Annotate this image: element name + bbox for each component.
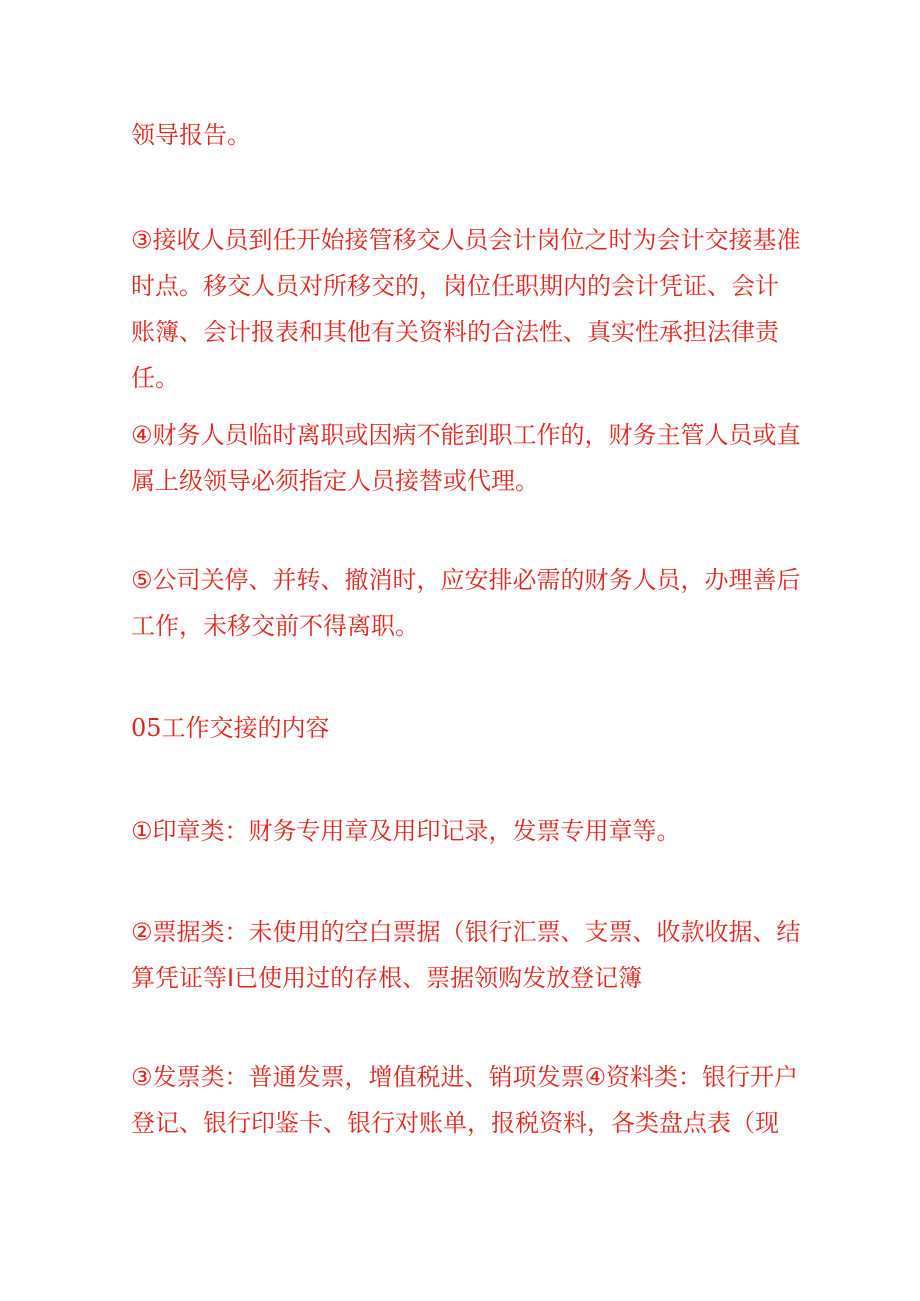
paragraph-handover-baseline: ③接收人员到任开始接管移交人员会计岗位之时为会计交接基准时点。移交人员对所移交的，岗位任职期内的会计凭证、会计账簿、会计报表和其他有关资料的合法性、真实性承担法律责任。 — [131, 226, 801, 392]
paragraph-report-ending: 领导报告。 — [131, 121, 251, 149]
paragraph-seals: ①印章类：财务专用章及用印记录，发票专用章等。 — [131, 817, 681, 845]
paragraph-temporary-leave: ④财务人员临时离职或因病不能到职工作的，财务主管人员或直属上级领导必须指定人员接替或代理。 — [131, 421, 801, 495]
paragraph-invoices-and-materials: ③发票类：普通发票，增值税进、销项发票④资料类：银行开户登记、银行印鉴卡、银行对账单，报税资料，各类盘点表（现 — [131, 1063, 799, 1137]
paragraph-bills: ②票据类：未使用的空白票据（银行汇票、支票、收款收据、结算凭证等I已使用过的存根、票据领购发放登记簿 — [131, 918, 801, 992]
section-heading-handover-content: 05工作交接的内容 — [131, 714, 330, 742]
paragraph-company-closure: ⑤公司关停、并转、撤消时，应安排必需的财务人员，办理善后工作，未移交前不得离职。 — [131, 566, 801, 640]
